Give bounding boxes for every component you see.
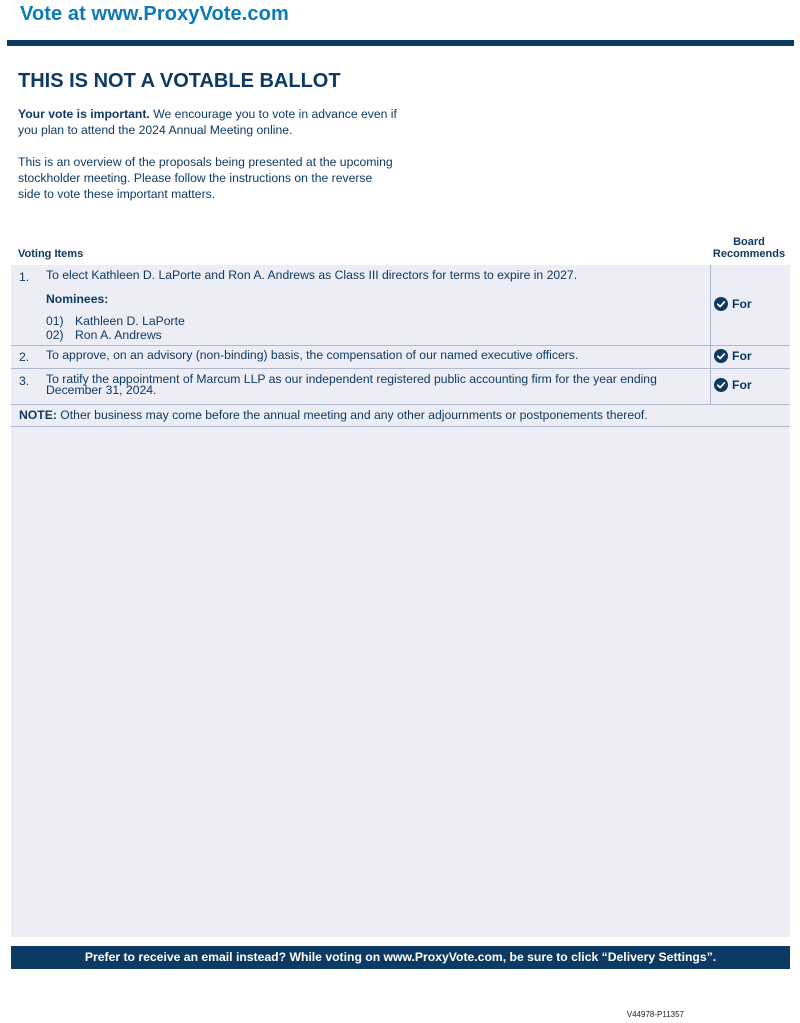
note-label: NOTE: — [19, 408, 57, 422]
board-recommends-header — [708, 236, 790, 260]
nominee-name: Ron A. Andrews — [75, 328, 162, 342]
board-recommendation — [714, 297, 752, 311]
intro-text: We encourage you to vote in advance even if you plan to attend the 2024 Annual Meeting online. — [18, 107, 397, 137]
board-label: Board — [733, 236, 765, 248]
note-row — [11, 405, 790, 427]
note — [19, 408, 648, 422]
ballot-heading: THIS IS NOT A VOTABLE BALLOT — [18, 70, 341, 92]
nominee-2 — [46, 328, 162, 342]
voting-item-1 — [11, 265, 790, 346]
check-circle-icon — [714, 297, 728, 311]
intro-lead: Your vote is important. — [18, 107, 150, 121]
item-number: 2. — [19, 350, 30, 364]
board-recommendation — [714, 349, 752, 363]
item-number: 3. — [19, 374, 30, 388]
column-divider — [710, 369, 711, 404]
item-text: To ratify the appointment of Marcum LLP as our independent registered public accounting firm for the year ending December 31, 2024. — [46, 372, 657, 397]
intro-paragraph — [18, 106, 398, 138]
nominees-label: Nominees: — [46, 292, 109, 306]
nominee-number: 01) — [46, 314, 64, 328]
recommendation-label: For — [732, 349, 752, 363]
header-rule — [7, 40, 794, 46]
recommendation-label: For — [732, 297, 752, 311]
column-divider — [710, 265, 711, 345]
voting-item-3 — [11, 369, 790, 405]
overview-paragraph: This is an overview of the proposals being presented at the upcoming stockholder meeting. Please follow the instructions on the reverse side to vote these important matters. — [18, 155, 393, 201]
column-divider — [710, 346, 711, 368]
voting-items-header: Voting Items — [18, 248, 84, 260]
recommendation-label: For — [732, 378, 752, 392]
site-title: Vote at www.ProxyVote.com — [20, 3, 289, 25]
delivery-settings-banner: Prefer to receive an email instead? While voting on www.ProxyVote.com, be sure to click “Delivery Settings”. — [11, 946, 790, 969]
item-text: To elect Kathleen D. LaPorte and Ron A. Andrews as Class III directors for terms to expire in 2027. — [46, 268, 578, 282]
check-circle-icon — [714, 349, 728, 363]
board-recommendation — [714, 378, 752, 392]
note-text: Other business may come before the annual meeting and any other adjournments or postponements thereof. — [56, 408, 648, 422]
nominee-name: Kathleen D. LaPorte — [75, 314, 185, 328]
check-circle-icon — [714, 378, 728, 392]
document-code: V44978-P11357 — [626, 1010, 684, 1019]
recommends-label: Recommends — [712, 248, 786, 260]
nominee-1 — [46, 314, 185, 328]
item-text: To approve, on an advisory (non-binding) basis, the compensation of our named executive officers. — [46, 348, 579, 362]
voting-item-2 — [11, 346, 790, 369]
item-number: 1. — [19, 270, 30, 284]
nominee-number: 02) — [46, 328, 64, 342]
